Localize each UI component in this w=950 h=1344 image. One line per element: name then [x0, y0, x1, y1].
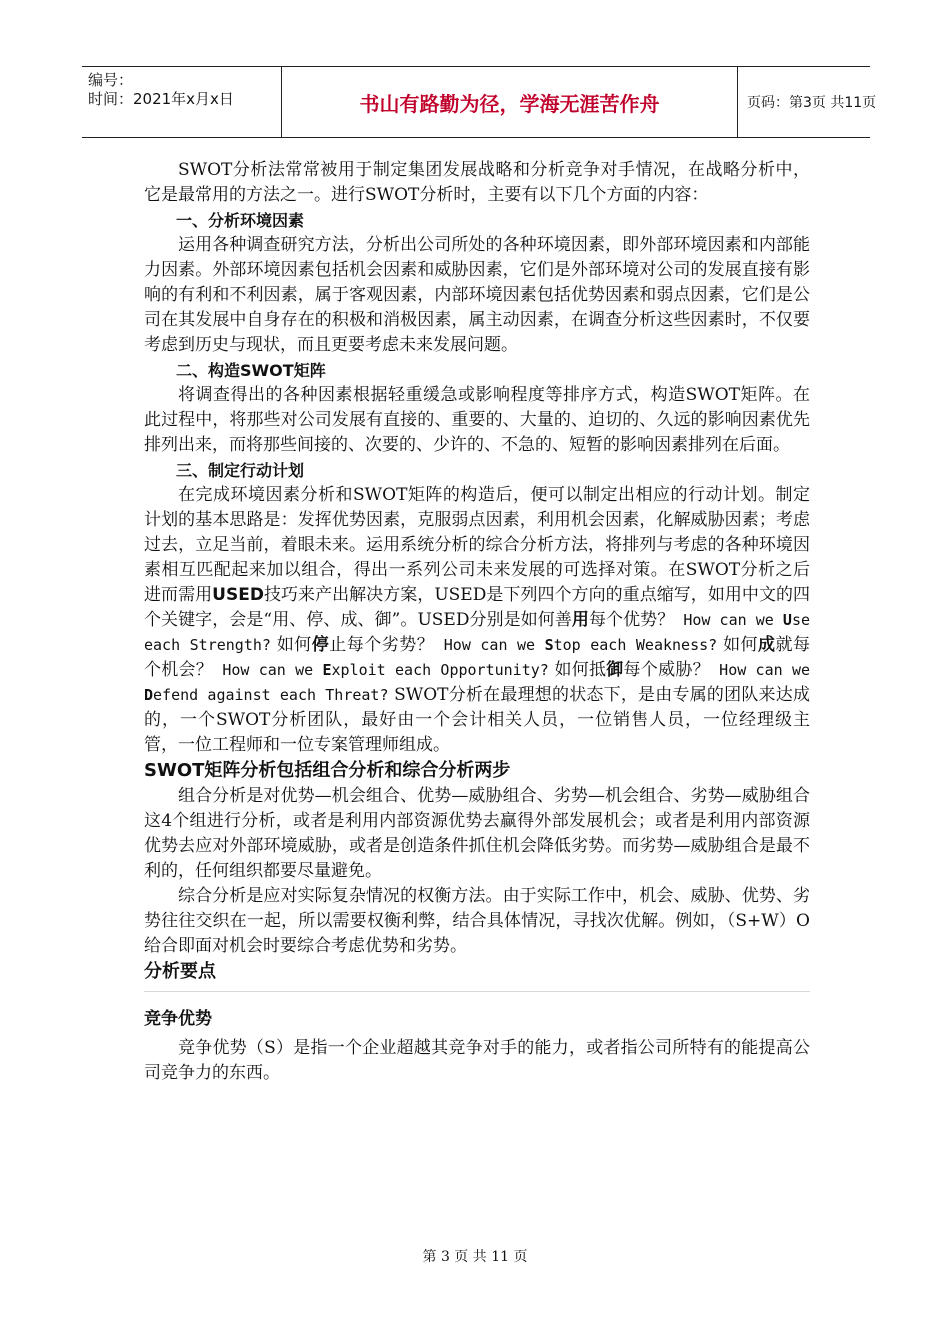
section-paragraph: 将调查得出的各种因素根据轻重缓急或影响程度等排序方式，构造SWOT矩阵。在此过程中，将那些对公司发展有直接的、重要的、大量的、迫切的、久远的影响因素优先排列出来，而将那些间接的、次要的、少许的、不急的、短暂的影响因素排列在后面。	[144, 385, 810, 455]
intro-paragraph: SWOT分析法常常被用于制定集团发展战略和分析竞争对手情况，在战略分析中，它是最常用的方法之一。进行SWOT分析时，主要有以下几个方面的内容：	[144, 160, 810, 205]
divider	[144, 991, 810, 992]
analysis-title: 分析要点	[144, 961, 216, 982]
section-title: 一、分析环境因素	[176, 211, 305, 230]
analysis-subtitle: 竞争优势	[144, 1009, 212, 1029]
time-label: 时间：2021年x月x日	[88, 90, 234, 108]
comprehensive-analysis-paragraph: 综合分析是应对实际复杂情况的权衡方法。由于实际工作中，机会、威胁、优势、劣势往往交织在一起，所以需要权衡利弊，结合具体情况，寻找次优解。例如，（S+W）O给合即面对机会时要综合考虑优势和劣势。	[144, 886, 810, 956]
used-keyword: USED	[212, 585, 264, 605]
page-header	[82, 66, 877, 138]
section-title: 二、构造SWOT矩阵	[176, 361, 326, 380]
section-title: 三、制定行动计划	[176, 461, 305, 480]
action-plan-paragraph: 在完成环境因素分析和SWOT矩阵的构造后，便可以制定出相应的行动计划。制定计划的基本思路是：发挥优势因素，克服弱点因素，利用机会因素，化解威胁因素；考虑过去，立足当前，着眼未来。运用系统分析的综合分析方法，将排列与考虑的各种环境因素相互匹配起来加以组合，得出一系列公司未来发展的可选择对策。在SWOT分析之后进而需用USED技巧来产出解决方案，USED是下列四个方向的重点缩写，如用中文的四个关键字，会是“用、停、成、御”。USED分别是如何善用每个优势？ How can we Use each Strength? 如何停止每个劣势？ How can we Stop each Weakness? 如何成就每个机会？ How can we Exploit each Opportunity? 如何抵御每个威胁？ How can we Defend against each Threat? SWOT分析在最理想的状态下，是由专属的团队来达成的，一个SWOT分析团队，最好由一个会计相关人员，一位销售人员，一位经理级主管，一位工程师和一位专案管理师组成。	[144, 485, 811, 755]
number-label: 编号：	[88, 71, 134, 89]
header-page-info: 页码：第3页 共11页	[747, 95, 877, 111]
header-motto: 书山有路勤为径，学海无涯苦作舟	[282, 67, 738, 137]
page-footer: 第 3 页 共 11 页	[422, 1249, 528, 1265]
header-meta	[82, 67, 282, 137]
analysis-paragraph: 竞争优势（S）是指一个企业超越其竞争对手的能力，或者指公司所特有的能提高公司竞争力的东西。	[144, 1038, 810, 1083]
document-body	[144, 158, 810, 1086]
swot-steps-title: SWOT矩阵分析包括组合分析和综合分析两步	[144, 760, 511, 781]
combination-analysis-paragraph: 组合分析是对优势—机会组合、优势—威胁组合、劣势—机会组合、劣势—威胁组合这4个组进行分析，或者是利用内部资源优势去赢得外部发展机会；或者是利用内部资源优势去应对外部环境威胁，或者是创造条件抓住机会降低劣势。而劣势—威胁组合是最不利的，任何组织都要尽量避免。	[144, 786, 810, 881]
section-paragraph: 运用各种调查研究方法，分析出公司所处的各种环境因素，即外部环境因素和内部能力因素。外部环境因素包括机会因素和威胁因素，它们是外部环境对公司的发展直接有影响的有利和不利因素，属于客观因素，内部环境因素包括优势因素和弱点因素，它们是公司在其发展中自身存在的积极和消极因素，属主动因素，在调查分析这些因素时，不仅要考虑到历史与现状，而且更要考虑未来发展问题。	[144, 235, 810, 355]
